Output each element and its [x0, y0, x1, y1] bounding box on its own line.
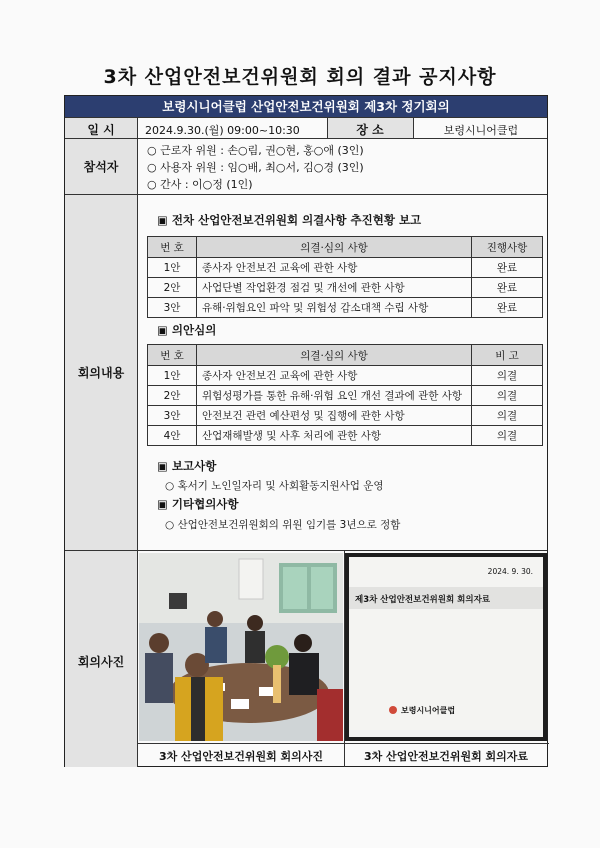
place-label: 장 소 — [356, 123, 384, 137]
row-number: 3안 — [148, 298, 197, 318]
row-item: 안전보건 관련 예산편성 및 집행에 관한 사항 — [197, 406, 472, 426]
row-note: 의결 — [472, 406, 543, 426]
row-item: 산업재해발생 및 사후 처리에 관한 사항 — [197, 426, 472, 446]
photos-label: 회의사진 — [77, 655, 125, 669]
attendee-line: ○ 간사 : 이○정 (1인) — [147, 178, 253, 191]
agenda-table — [147, 344, 543, 446]
table-row — [148, 426, 543, 446]
attendee-line: ○ 사용자 위원 : 임○배, 최○서, 김○경 (3인) — [147, 161, 364, 174]
column-divider — [137, 117, 138, 767]
row-status: 완료 — [472, 278, 543, 298]
table-row — [148, 278, 543, 298]
col-header-note: 비 고 — [472, 345, 543, 366]
table-row — [148, 386, 543, 406]
club-logo-icon — [389, 706, 397, 714]
table-row — [148, 298, 543, 318]
row-item: 사업단별 작업환경 점검 및 개선에 관한 사항 — [197, 278, 472, 298]
col-header-number: 번 호 — [148, 237, 197, 258]
row-number: 3안 — [148, 406, 197, 426]
report-frame — [64, 95, 548, 767]
table-row — [148, 406, 543, 426]
row-number: 2안 — [148, 386, 197, 406]
page-title: 3차 산업안전보건위원회 회의 결과 공지사항 — [103, 66, 497, 88]
document-date: 2024. 9. 30. — [487, 567, 533, 576]
section-heading-agenda: ▣ 의안심의 — [157, 323, 217, 337]
column-divider — [327, 117, 328, 138]
column-divider — [413, 117, 414, 138]
col-header-status: 진행사항 — [472, 237, 543, 258]
caption-meeting-photo: 3차 산업안전보건위원회 회의사진 — [158, 750, 324, 763]
other-item: ○ 산업안전보건위원회의 위원 임기를 3년으로 정함 — [165, 519, 401, 531]
row-item: 종사자 안전보건 교육에 관한 사항 — [197, 258, 472, 278]
date-label: 일 시 — [87, 123, 115, 137]
table-header-row — [148, 345, 543, 366]
document-cover — [349, 557, 543, 737]
caption-divider — [137, 743, 549, 744]
attendee-line: ○ 근로자 위원 : 손○림, 권○현, 홍○애 (3인) — [147, 144, 364, 157]
col-header-item: 의결·심의 사항 — [197, 237, 472, 258]
document-title: 제3차 산업안전보건위원회 회의자료 — [355, 595, 490, 605]
row-note: 의결 — [472, 366, 543, 386]
row-number: 1안 — [148, 366, 197, 386]
row-item: 종사자 안전보건 교육에 관한 사항 — [197, 366, 472, 386]
photo-divider — [344, 550, 345, 767]
col-header-number: 번 호 — [148, 345, 197, 366]
section-heading-report: ▣ 보고사항 — [157, 459, 217, 473]
row-note: 의결 — [472, 426, 543, 446]
progress-table — [147, 236, 543, 318]
row-item: 위험성평가를 통한 유해·위험 요인 개선 결과에 관한 사항 — [197, 386, 472, 406]
caption-document-photo: 3차 산업안전보건위원회 회의자료 — [363, 750, 529, 763]
table-row — [148, 258, 543, 278]
date-value: 2024.9.30.(월) 09:00~10:30 — [145, 124, 300, 137]
table-header-row — [148, 237, 543, 258]
place-value: 보령시니어클럽 — [443, 124, 519, 137]
row-note: 의결 — [472, 386, 543, 406]
row-status: 완료 — [472, 298, 543, 318]
document-photo — [345, 553, 547, 741]
document-logo-text: 보령시니어클럽 — [401, 706, 456, 715]
row-number: 4안 — [148, 426, 197, 446]
section-heading-other: ▣ 기타협의사항 — [157, 497, 239, 511]
row-status: 완료 — [472, 258, 543, 278]
row-item: 유해·위험요인 파악 및 위험성 감소대책 수립 사항 — [197, 298, 472, 318]
meeting-banner: 보령시니어클럽 산업안전보건위원회 제3차 정기회의 — [65, 96, 547, 117]
meeting-photo-image — [139, 553, 343, 741]
col-header-item: 의결·심의 사항 — [197, 345, 472, 366]
section-heading-progress: ▣ 전차 산업안전보건위원회 의결사항 추진현황 보고 — [157, 213, 422, 227]
meeting-photo — [139, 553, 343, 741]
contents-label: 회의내용 — [77, 366, 125, 380]
table-row — [148, 366, 543, 386]
report-item: ○ 혹서기 노인일자리 및 사회활동지원사업 운영 — [165, 480, 384, 492]
row-number: 1안 — [148, 258, 197, 278]
row-number: 2안 — [148, 278, 197, 298]
attendees-label: 참석자 — [83, 160, 119, 174]
